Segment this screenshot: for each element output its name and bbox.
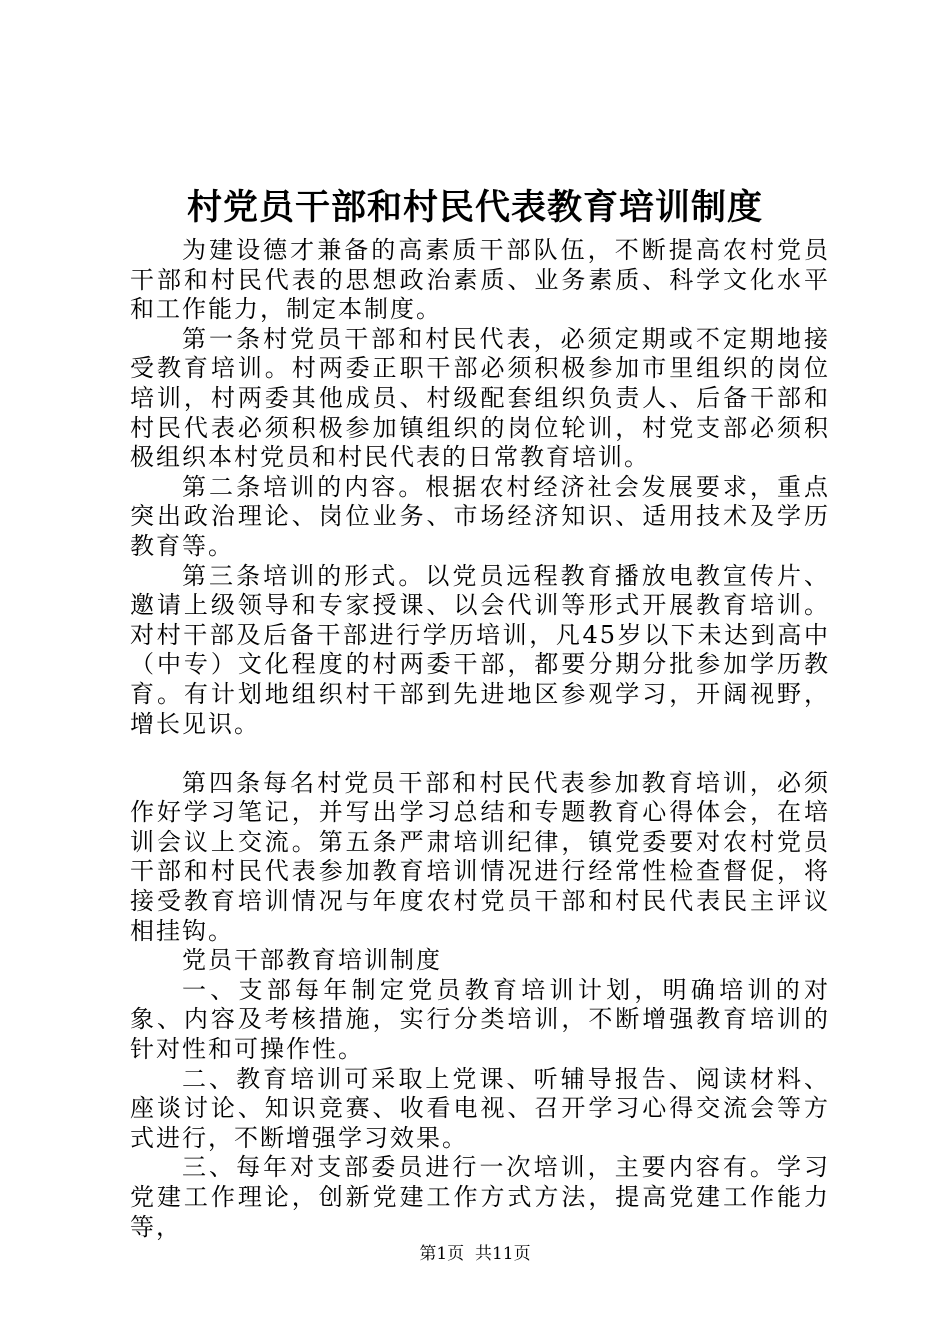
paragraph-article-3: 第三条培训的形式。以党员远程教育播放电教宣传片、邀请上级领导和专家授课、以会代训等形式开展教育培训。对村干部及后备干部进行学历培训，凡45岁以下未达到高中（中专）文化程度的村两委干部，都要分期分批参加学历教育。有计划地组织村干部到先进地区参观学习，开阔视野，增长见识。: [130, 561, 830, 738]
paragraph-item-1: 一、支部每年制定党员教育培训计划，明确培训的对象、内容及考核措施，实行分类培训，不断增强教育培训的针对性和可操作性。: [130, 975, 830, 1064]
paragraph-intro: 为建设德才兼备的高素质干部队伍，不断提高农村党员干部和村民代表的思想政治素质、业务素质、科学文化水平和工作能力，制定本制度。: [130, 236, 830, 324]
paragraph-article-1: 第一条村党员干部和村民代表，必须定期或不定期地接受教育培训。村两委正职干部必须积极参加市里组织的岗位培训，村两委其他成员、村级配套组织负责人、后备干部和村民代表必须积极参加镇组织的岗位轮训，村党支部必须积极组织本村党员和村民代表的日常教育培训。: [130, 324, 830, 472]
section-heading: 党员干部教育培训制度: [182, 946, 442, 975]
document-body: [130, 236, 830, 1242]
page-number-footer: 第1页 共11页: [419, 1244, 531, 1264]
paragraph-article-4-5: 第四条每名村党员干部和村民代表参加教育培训，必须作好学习笔记，并写出学习总结和专题教育心得体会，在培训会议上交流。第五条严肃培训纪律，镇党委要对农村党员干部和村民代表参加教育培训情况进行经常性检查督促，将接受教育培训情况与年度农村党员干部和村民代表民主评议相挂钩。: [130, 768, 830, 945]
paragraph-article-2: 第二条培训的内容。根据农村经济社会发展要求，重点突出政治理论、岗位业务、市场经济知识、适用技术及学历教育等。: [130, 472, 830, 560]
paragraph-item-2: 二、教育培训可采取上党课、听辅导报告、阅读材料、座谈讨论、知识竞赛、收看电视、召开学习心得交流会等方式进行，不断增强学习效果。: [130, 1064, 830, 1152]
paragraph-item-3: 三、每年对支部委员进行一次培训，主要内容有。学习党建工作理论，创新党建工作方式方法，提高党建工作能力等，: [130, 1153, 830, 1241]
document-title: 村党员干部和村民代表教育培训制度: [186, 187, 763, 228]
